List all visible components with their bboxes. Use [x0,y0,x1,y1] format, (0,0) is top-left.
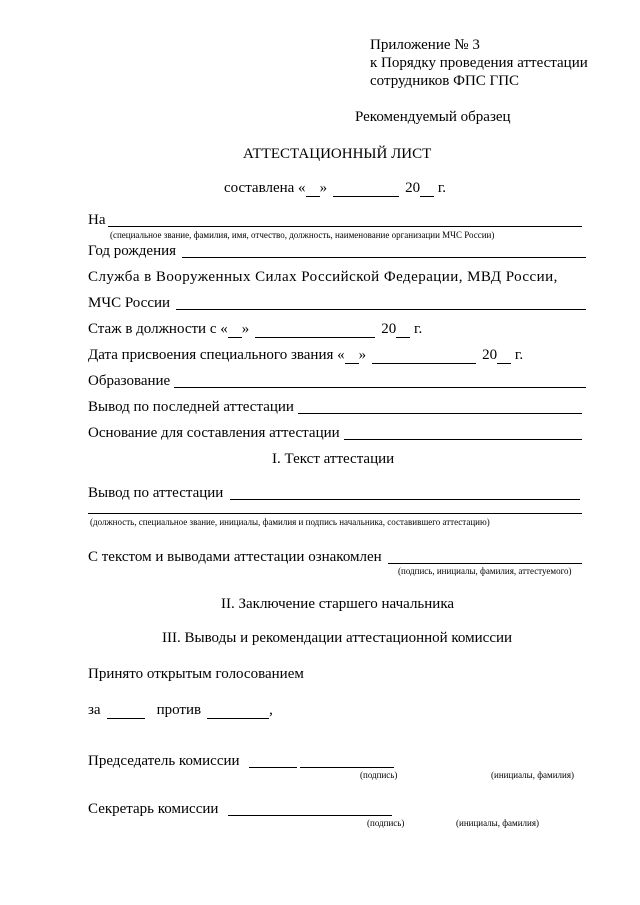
appendix-employees: сотрудников ФПС ГПС [370,73,520,89]
experience-day-field[interactable] [228,322,242,338]
chairman-signature-hint: (подпись) [360,770,398,780]
conclusion-signature-hint: (должность, специальное звание, инициалы, фамилия и подпись начальника, составившего аттестацию) [90,517,490,527]
conclusion-signature-field[interactable] [88,513,582,514]
vote-comma: , [269,702,273,718]
acquainted-field[interactable] [388,563,582,564]
compiled-day-field[interactable] [306,181,320,197]
rank-date-year-suffix: г. [511,347,524,363]
compiled-year-suffix: г. [434,180,447,196]
chairman-name-hint: (инициалы, фамилия) [491,770,574,780]
rank-date-quote-close: » [358,347,367,363]
rank-date-label: Дата присвоения специального звания « [88,347,345,363]
to-hint: (специальное звание, фамилия, имя, отчество, должность, наименование организации МЧС России) [110,230,495,240]
for-count-field[interactable] [107,703,145,719]
last-conclusion-field[interactable] [298,413,582,414]
experience-year-prefix: 20 [381,321,397,337]
rank-date-month-field[interactable] [372,348,476,364]
secretary-name-hint: (инициалы, фамилия) [456,818,539,828]
to-label: На [88,212,106,228]
basis-label: Основание для составления аттестации [88,425,340,441]
chairman-label: Председатель комиссии [88,753,240,769]
experience-line [88,322,422,338]
vote-line [88,703,273,719]
experience-label: Стаж в должности с « [88,321,228,337]
compiled-label: составлена « [224,180,306,196]
vote-text: Принято открытым голосованием [88,666,304,682]
chairman-signature-field[interactable] [249,767,297,768]
conclusion-label: Вывод по аттестации [88,485,224,501]
experience-quote-close: » [241,321,250,337]
secretary-field[interactable] [228,815,392,816]
education-field[interactable] [174,387,586,388]
conclusion-field[interactable] [230,499,580,500]
secretary-label: Секретарь комиссии [88,801,219,817]
basis-field[interactable] [344,439,582,440]
experience-month-field[interactable] [255,322,375,338]
birth-year-label: Год рождения [88,243,177,259]
compiled-year-prefix: 20 [405,180,421,196]
compiled-line [224,181,446,197]
to-field[interactable] [108,226,582,227]
page-title: АТТЕСТАЦИОННЫЙ ЛИСТ [243,146,432,162]
appendix-order: к Порядку проведения аттестации [370,55,588,71]
appendix-number: Приложение № 3 [370,37,480,53]
for-label: за [88,702,101,718]
service-field[interactable] [176,309,586,310]
birth-year-field[interactable] [182,257,586,258]
compiled-quote-close: » [319,180,328,196]
compiled-year-field[interactable] [420,181,434,197]
compiled-month-field[interactable] [333,181,399,197]
recommended-sample: Рекомендуемый образец [355,109,511,125]
experience-year-suffix: г. [410,321,423,337]
secretary-signature-hint: (подпись) [367,818,405,828]
chairman-name-field[interactable] [300,767,394,768]
section1-heading: I. Текст аттестации [272,451,395,467]
section3-heading: III. Выводы и рекомендации аттестационной комиссии [162,630,513,646]
service-label-line2: МЧС России [88,295,171,311]
experience-year-field[interactable] [396,322,410,338]
against-count-field[interactable] [207,703,269,719]
service-label-line1: Служба в Вооруженных Силах Российской Федерации, МВД России, [88,269,558,285]
acquainted-label: С текстом и выводами аттестации ознакомлен [88,549,382,565]
last-conclusion-label: Вывод по последней аттестации [88,399,294,415]
rank-date-line [88,348,523,364]
acquainted-hint: (подпись, инициалы, фамилия, аттестуемого) [398,566,572,576]
rank-date-year-prefix: 20 [482,347,498,363]
against-label: против [156,702,202,718]
rank-date-day-field[interactable] [345,348,359,364]
education-label: Образование [88,373,171,389]
section2-heading: II. Заключение старшего начальника [221,596,455,612]
rank-date-year-field[interactable] [497,348,511,364]
